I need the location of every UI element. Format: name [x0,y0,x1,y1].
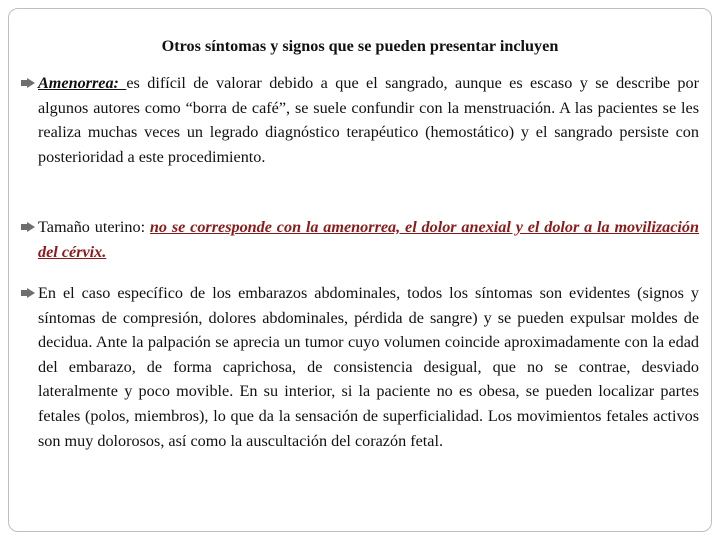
bullet-term: Amenorrea: [38,74,127,92]
arrow-bullet-icon [21,78,35,88]
bullet-text: En el caso específico de los embarazos abdominales, todos los síntomas son evidentes (signos y síntomas de compresión, dolores abdominales, pérdida de sangre) y se pueden expulsar moldes de decidua. Ante la palpación se aprecia un tumor cuyo volumen coincide aproximadamente con la edad del embarazo, de forma caprichosa, de consistencia desigual, que no se contrae, desviado lateralmente y poco movible. En su interior, si la paciente no es obesa, se pueden localizar partes fetales (polos, miembros), lo que da la sensación de superficialidad. Los movimientos fetales activos son muy dolorosos, así como la auscultación del corazón fetal. [38,284,699,450]
bullet-text: es difícil de valorar debido a que el sangrado, aunque es escaso y se describe por algunos autores como “borra de café”, se suele confundir con la menstruación. A las pacientes se les realiza muchas veces un legrado diagnóstico terapéutico (hemostático) y el sangrado persiste con posterioridad a este procedimiento. [38,74,699,166]
bullet-lead: Tamaño uterino: [38,218,150,236]
slide-title: Otros síntomas y signos que se pueden presentar incluyen [161,37,559,55]
bullet-amenorrea [38,71,699,169]
arrow-bullet-icon [21,288,35,298]
arrow-bullet-icon [21,222,35,232]
bullet-embarazo-abdominal [38,281,699,453]
bullet-tamano-uterino [38,215,699,264]
bullet-emphasis: no se corresponde con la amenorrea, el dolor anexial y el dolor a la movilización del cérvix. [38,218,699,261]
